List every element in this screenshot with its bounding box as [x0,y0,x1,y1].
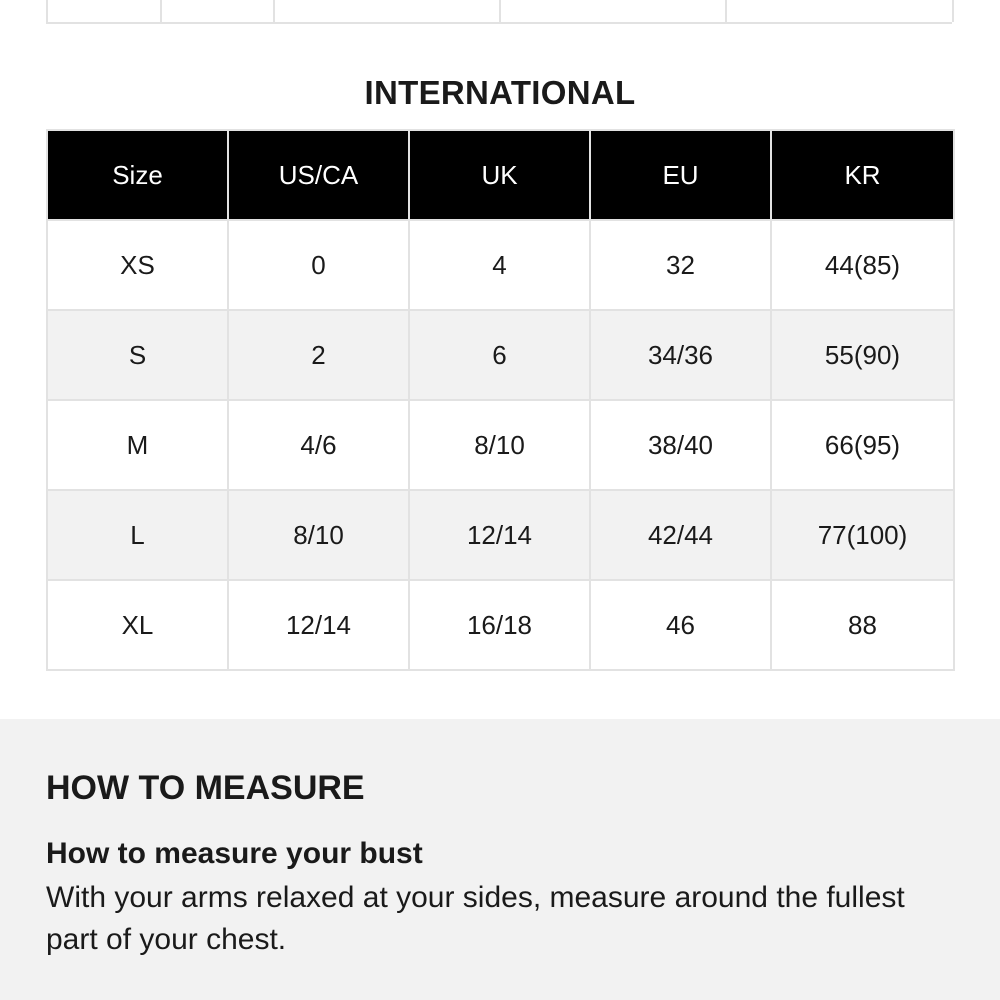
table-cell: 0 [228,220,409,310]
bust-measure-text: With your arms relaxed at your sides, measure around the fullest part of your chest. [46,881,905,956]
table-cell: 4 [409,220,590,310]
table-row [47,400,954,490]
table-header-row [47,130,954,220]
table-cell: 55(90) [771,310,954,400]
header-size: Size [47,130,228,220]
international-title: INTERNATIONAL [364,74,636,111]
table-cell: 38/40 [590,400,771,490]
header-eu: EU [590,130,771,220]
table-cell [727,0,954,22]
table-cell: 8/10 [409,400,590,490]
table-cell: S [47,310,228,400]
previous-table-bottom-edge [46,0,952,24]
table-cell: 66(95) [771,400,954,490]
table-cell: 2 [228,310,409,400]
table-cell: XL [47,580,228,670]
table-cell: 4/6 [228,400,409,490]
table-cell: 12/14 [228,580,409,670]
bust-measure-title: How to measure your bust [46,837,423,870]
table-cell: XS [47,220,228,310]
table-cell [501,0,727,22]
how-to-measure-title: HOW TO MEASURE [46,769,365,807]
table-cell: 12/14 [409,490,590,580]
table-cell: 44(85) [771,220,954,310]
table-row [47,490,954,580]
table-cell: 42/44 [590,490,771,580]
table-cell: 46 [590,580,771,670]
international-size-table [46,129,955,671]
how-to-measure-panel [0,719,1000,1000]
table-cell: 77(100) [771,490,954,580]
table-cell [48,0,162,22]
table-cell: 16/18 [409,580,590,670]
table-cell: M [47,400,228,490]
table-cell [162,0,275,22]
table-cell: L [47,490,228,580]
table-cell: 8/10 [228,490,409,580]
table-cell: 34/36 [590,310,771,400]
table-row [47,310,954,400]
table-row [47,580,954,670]
header-uk: UK [409,130,590,220]
header-kr: KR [771,130,954,220]
table-row [47,220,954,310]
table-cell: 88 [771,580,954,670]
header-us-ca: US/CA [228,130,409,220]
table-cell: 6 [409,310,590,400]
table-cell: 32 [590,220,771,310]
table-cell [275,0,501,22]
